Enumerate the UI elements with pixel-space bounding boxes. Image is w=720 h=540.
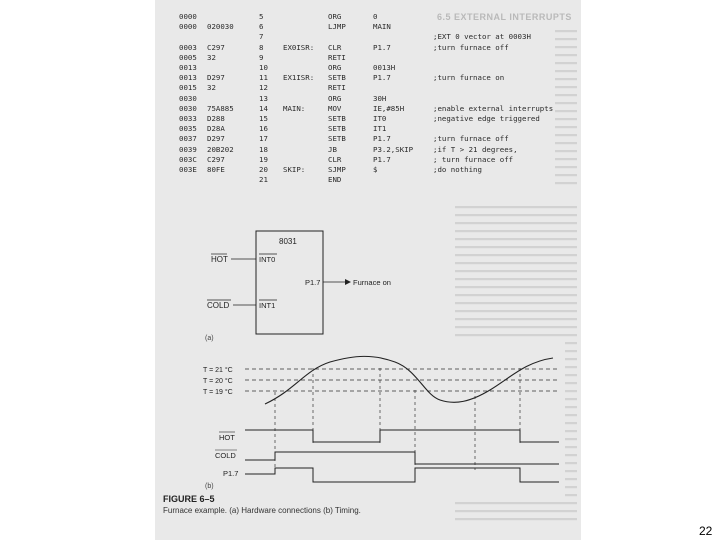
code-addr: 0013 (179, 63, 197, 72)
code-line: 11 (259, 73, 268, 83)
code-comment: ;enable external interrupts (433, 103, 554, 113)
code-addr: 0013 (179, 73, 197, 83)
code-arg: P1.7 (373, 154, 391, 164)
code-obj: 32 (207, 83, 216, 93)
code-line: 17 (259, 134, 268, 144)
code-addr: 0035 (179, 124, 197, 134)
code-comment: ;EXT 0 vector at 0003H (433, 32, 531, 42)
code-comment: ;if T > 21 degrees, (433, 144, 518, 154)
code-label: EX0ISR: (283, 42, 315, 52)
code-op: ORG (328, 63, 342, 72)
scanned-page (155, 0, 581, 540)
code-op: END (328, 175, 342, 185)
code-line: 7 (259, 32, 264, 42)
code-addr: 0015 (179, 83, 197, 93)
code-line: 16 (259, 124, 268, 134)
code-addr: 003C (179, 154, 197, 164)
code-arg: 0013H (373, 63, 396, 72)
code-comment: ;do nothing (433, 165, 482, 174)
code-obj: C297 (207, 154, 225, 164)
t19-label: T = 19 °C (203, 389, 233, 396)
figure-caption: Furnace example. (a) Hardware connections (b) Timing. (163, 506, 361, 515)
code-op: MOV (328, 103, 342, 113)
code-arg: P1.7 (373, 73, 391, 83)
code-comment: ;negative edge triggered (433, 114, 540, 123)
code-line: 14 (259, 103, 268, 113)
code-addr: 0033 (179, 114, 197, 123)
code-arg: P3.2,SKIP (373, 144, 414, 154)
code-op: SETB (328, 114, 346, 123)
code-line: 19 (259, 154, 268, 164)
code-label: EX1ISR: (283, 73, 315, 83)
code-obj: D297 (207, 73, 225, 83)
code-op: RETI (328, 52, 346, 62)
code-arg: P1.7 (373, 42, 391, 52)
code-comment: ; turn furnace off (433, 154, 514, 164)
code-op: SETB (328, 73, 346, 83)
int1-pin-label: INT1 (259, 301, 276, 310)
code-arg: IT1 (373, 124, 387, 134)
side-heading: 6.5 EXTERNAL INTERRUPTS (437, 12, 572, 22)
code-addr: 0000 (179, 22, 197, 32)
circuit-diagram (155, 0, 581, 540)
t20-label: T = 20 °C (203, 378, 233, 385)
code-op: ORG (328, 93, 342, 103)
cold-waveform (245, 452, 559, 464)
code-addr: 0005 (179, 52, 197, 62)
code-addr: 0030 (179, 93, 197, 103)
code-line: 5 (259, 12, 264, 21)
code-addr: 0037 (179, 134, 197, 144)
part-b-label: (b) (205, 483, 214, 490)
code-obj: D28A (207, 124, 225, 134)
code-obj: 75A885 (207, 103, 234, 113)
timing-cold-label: COLD (215, 451, 236, 460)
code-addr: 0000 (179, 12, 197, 21)
code-obj: D297 (207, 134, 225, 144)
hot-input-label: HOT (211, 255, 228, 264)
code-op: CLR (328, 42, 342, 52)
code-op: JB (328, 144, 337, 154)
furnace-on-label: Furnace on (353, 278, 391, 287)
code-line: 21 (259, 175, 268, 185)
code-line: 10 (259, 63, 268, 72)
part-a-label: (a) (205, 335, 214, 342)
timing-p17-label: P1.7 (223, 469, 239, 478)
code-obj: 80FE (207, 165, 225, 174)
code-line: 20 (259, 165, 268, 174)
page-number: 22 (699, 524, 713, 538)
code-comment: ;turn furnace off (433, 134, 509, 144)
code-comment: ;turn furnace on (433, 73, 505, 83)
code-line: 15 (259, 114, 268, 123)
code-line: 8 (259, 42, 264, 52)
code-line: 9 (259, 52, 264, 62)
p17-pin-label: P1.7 (305, 278, 321, 287)
code-op: LJMP (328, 22, 346, 32)
code-line: 6 (259, 22, 264, 32)
code-label: SKIP: (283, 165, 306, 174)
code-arg: MAIN (373, 22, 391, 32)
code-obj: 020030 (207, 22, 234, 32)
timing-hot-label: HOT (219, 433, 235, 442)
code-arg: $ (373, 165, 378, 174)
code-addr: 003E (179, 165, 197, 174)
code-line: 13 (259, 93, 268, 103)
code-op: CLR (328, 154, 342, 164)
code-label: MAIN: (283, 103, 306, 113)
cold-input-label: COLD (207, 301, 230, 310)
code-arg: IE,#85H (373, 103, 405, 113)
code-arg: 30H (373, 93, 387, 103)
p17-waveform (245, 468, 559, 482)
code-op: ORG (328, 12, 342, 21)
hot-waveform (245, 430, 559, 442)
timing-diagram (203, 356, 559, 490)
code-obj: 20B202 (207, 144, 234, 154)
t21-label: T = 21 °C (203, 367, 233, 374)
code-obj: D288 (207, 114, 225, 123)
int0-pin-label: INT0 (259, 255, 276, 264)
chip-label: 8031 (279, 237, 297, 246)
code-arg: P1.7 (373, 134, 391, 144)
code-addr: 0030 (179, 103, 197, 113)
code-line: 18 (259, 144, 268, 154)
code-line: 12 (259, 83, 268, 93)
figure-title: FIGURE 6–5 (163, 494, 215, 504)
code-obj: 32 (207, 52, 216, 62)
code-op: SETB (328, 134, 346, 144)
code-arg: IT0 (373, 114, 387, 123)
code-op: SJMP (328, 165, 346, 174)
code-addr: 0003 (179, 42, 197, 52)
code-comment: ;turn furnace off (433, 42, 509, 52)
code-obj: C297 (207, 42, 225, 52)
code-arg: 0 (373, 12, 378, 21)
code-op: RETI (328, 83, 346, 93)
code-op: SETB (328, 124, 346, 134)
code-addr: 0039 (179, 144, 197, 154)
